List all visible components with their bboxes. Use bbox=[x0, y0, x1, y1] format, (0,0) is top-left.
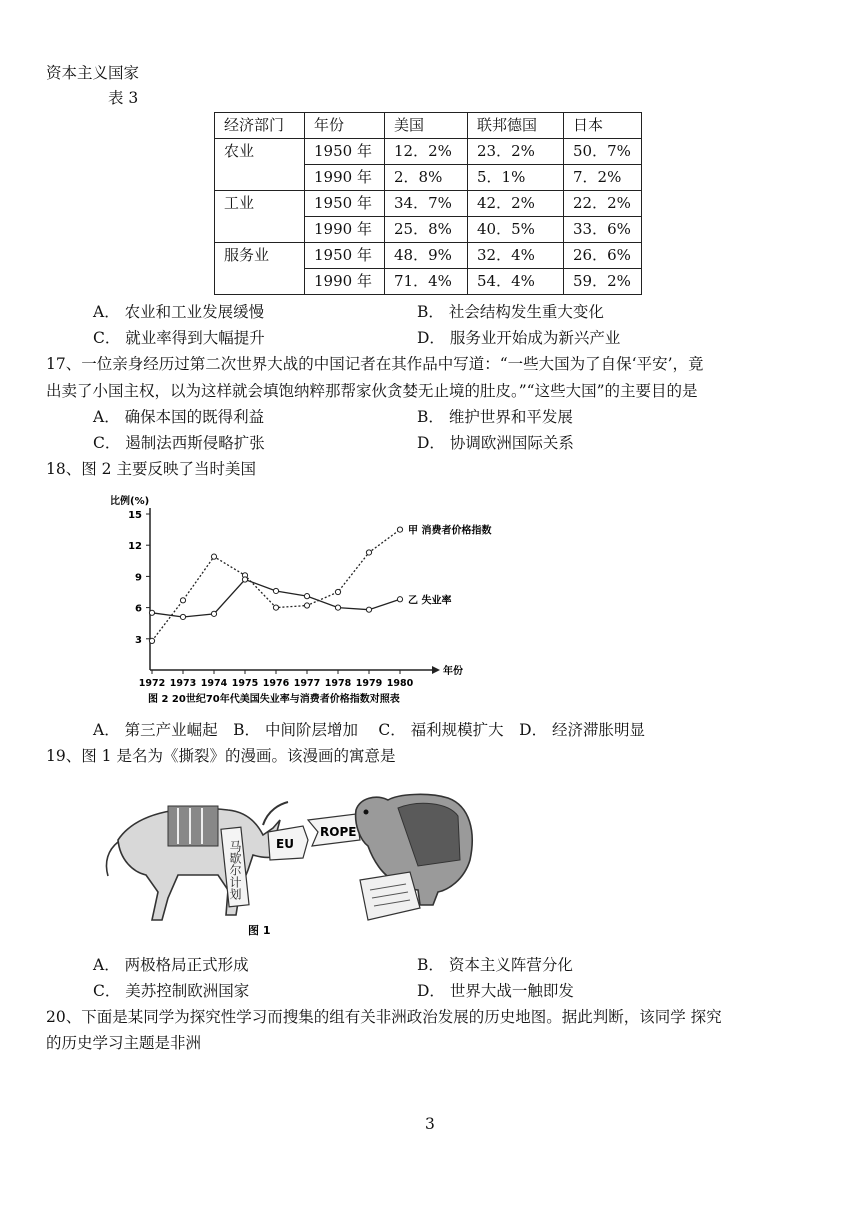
x-tick-label: 1972 bbox=[138, 678, 166, 689]
eu-label: EU bbox=[276, 837, 294, 851]
x-axis-label: 年份 bbox=[443, 666, 463, 677]
data-point bbox=[335, 605, 340, 610]
table-caption: 表 3 bbox=[108, 89, 139, 107]
q17-option-d[interactable]: D． 协调欧洲国际关系 bbox=[417, 434, 574, 452]
q17-option-a[interactable]: A． 确保本国的既得利益 bbox=[93, 408, 265, 426]
year-cell: 1950 年 bbox=[305, 243, 385, 269]
y-tick-label: 12 bbox=[128, 541, 142, 553]
data-point bbox=[304, 594, 309, 599]
q19-stem: 19、图 1 是名为《撕裂》的漫画。该漫画的寓意是 bbox=[46, 747, 396, 765]
value-cell: 50．7% bbox=[564, 139, 642, 165]
year-cell: 1990 年 bbox=[305, 217, 385, 243]
value-cell: 26．6% bbox=[564, 243, 642, 269]
data-point bbox=[149, 638, 154, 643]
top-line: 资本主义国家 bbox=[46, 64, 140, 82]
year-cell: 1990 年 bbox=[305, 269, 385, 295]
value-cell: 34．7% bbox=[385, 191, 468, 217]
y-tick-label: 6 bbox=[135, 603, 142, 615]
data-point bbox=[149, 610, 154, 615]
page-number: 3 bbox=[425, 1115, 435, 1133]
data-point bbox=[211, 554, 216, 559]
data-point bbox=[180, 614, 185, 619]
x-tick-label: 1975 bbox=[231, 678, 259, 689]
value-cell: 33．6% bbox=[564, 217, 642, 243]
year-cell: 1950 年 bbox=[305, 191, 385, 217]
table-header: 经济部门 bbox=[215, 113, 305, 139]
data-point bbox=[273, 588, 278, 593]
eu-paper bbox=[268, 826, 308, 860]
value-cell: 25．8% bbox=[385, 217, 468, 243]
value-cell: 2．8% bbox=[385, 165, 468, 191]
q16-option-b[interactable]: B． 社会结构发生重大变化 bbox=[417, 303, 604, 321]
value-cell: 59．2% bbox=[564, 269, 642, 295]
value-cell: 22．2% bbox=[564, 191, 642, 217]
data-point bbox=[180, 598, 185, 603]
value-cell: 23．2% bbox=[468, 139, 564, 165]
q19-option-c[interactable]: C． 美苏控制欧洲国家 bbox=[93, 982, 250, 1000]
q18-stem: 18、图 2 主要反映了当时美国 bbox=[46, 460, 256, 478]
sector-cell: 服务业 bbox=[215, 243, 305, 295]
data-point bbox=[335, 589, 340, 594]
x-tick-label: 1978 bbox=[324, 678, 352, 689]
x-tick-label: 1979 bbox=[355, 678, 383, 689]
series-label: 甲 消费者价格指数 bbox=[408, 525, 492, 537]
table-header: 联邦德国 bbox=[468, 113, 564, 139]
x-tick-label: 1974 bbox=[200, 678, 228, 689]
data-point bbox=[304, 603, 309, 608]
q17-option-c[interactable]: C． 遏制法西斯侵略扩张 bbox=[93, 434, 265, 452]
q16-option-c[interactable]: C． 就业率得到大幅提升 bbox=[93, 329, 265, 347]
data-point bbox=[397, 597, 402, 602]
q20-stem-line2: 的历史学习主题是非洲 bbox=[46, 1034, 202, 1052]
y-tick-label: 9 bbox=[135, 572, 142, 584]
table-header: 美国 bbox=[385, 113, 468, 139]
value-cell: 71．4% bbox=[385, 269, 468, 295]
data-point bbox=[397, 527, 402, 532]
value-cell: 7．2% bbox=[564, 165, 642, 191]
table-row bbox=[215, 243, 642, 269]
rope-paper bbox=[308, 814, 360, 846]
q19-option-d[interactable]: D． 世界大战一触即发 bbox=[417, 982, 574, 1000]
series-label: 乙 失业率 bbox=[408, 595, 452, 607]
x-tick-label: 1977 bbox=[293, 678, 321, 689]
x-tick-label: 1976 bbox=[262, 678, 290, 689]
q16-option-a[interactable]: A． 农业和工业发展缓慢 bbox=[93, 303, 265, 321]
sector-cell: 农业 bbox=[215, 139, 305, 191]
x-axis-arrow bbox=[432, 666, 440, 674]
value-cell: 5．1% bbox=[468, 165, 564, 191]
x-tick-label: 1980 bbox=[386, 678, 414, 689]
q19-option-a[interactable]: A． 两极格局正式形成 bbox=[93, 956, 249, 974]
employment-table bbox=[214, 112, 642, 295]
table-row bbox=[215, 191, 642, 217]
sector-cell: 工业 bbox=[215, 191, 305, 243]
q17-option-b[interactable]: B． 维护世界和平发展 bbox=[417, 408, 573, 426]
q20-stem-line1: 20、下面是某同学为探究性学习而搜集的组有关非洲政治发展的历史地图。据此判断，该同学 探究 bbox=[46, 1008, 722, 1026]
data-point bbox=[242, 577, 247, 582]
data-point bbox=[366, 607, 371, 612]
q17-stem-line2: 出卖了小国主权，以为这样就会填饱纳粹那帮家伙贪婪无止境的肚皮。”“这些大国”的主要目的是 bbox=[46, 382, 698, 400]
unemployment-cpi-chart bbox=[100, 488, 520, 710]
x-tick-label: 1973 bbox=[169, 678, 197, 689]
q18-options[interactable]: A． 第三产业崛起 B． 中间阶层增加 C． 福利规模扩大 D． 经济滞胀明显 bbox=[93, 721, 646, 739]
table-header-row bbox=[215, 113, 642, 139]
cartoon-caption: 图 1 bbox=[248, 924, 271, 937]
value-cell: 54．4% bbox=[468, 269, 564, 295]
y-tick-label: 3 bbox=[135, 634, 142, 646]
data-point bbox=[211, 611, 216, 616]
value-cell: 48．9% bbox=[385, 243, 468, 269]
bull-figure bbox=[106, 802, 288, 920]
y-tick-label: 15 bbox=[128, 510, 142, 521]
data-point bbox=[273, 605, 278, 610]
series-line-0 bbox=[152, 530, 400, 641]
q19-option-b[interactable]: B． 资本主义阵营分化 bbox=[417, 956, 573, 974]
year-cell: 1990 年 bbox=[305, 165, 385, 191]
q16-option-d[interactable]: D． 服务业开始成为新兴产业 bbox=[417, 329, 621, 347]
year-cell: 1950 年 bbox=[305, 139, 385, 165]
chart-caption: 图 2 20世纪70年代美国失业率与消费者价格指数对照表 bbox=[148, 694, 400, 705]
data-point bbox=[366, 550, 371, 555]
tearing-cartoon bbox=[98, 780, 498, 940]
rope-label: ROPE bbox=[320, 825, 357, 839]
value-cell: 40．5% bbox=[468, 217, 564, 243]
paper-stack bbox=[360, 872, 420, 920]
table-header: 年份 bbox=[305, 113, 385, 139]
value-cell: 12．2% bbox=[385, 139, 468, 165]
q17-stem-line1: 17、一位亲身经历过第二次世界大战的中国记者在其作品中写道：“一些大国为了自保‘平安’，竟 bbox=[46, 355, 704, 373]
y-axis-label: 比例(%) bbox=[110, 496, 150, 507]
table-header: 日本 bbox=[564, 113, 642, 139]
scroll-label: 马歇尔计划 bbox=[228, 840, 242, 900]
value-cell: 42．2% bbox=[468, 191, 564, 217]
table-row bbox=[215, 139, 642, 165]
value-cell: 32．4% bbox=[468, 243, 564, 269]
series-line-1 bbox=[152, 580, 400, 617]
